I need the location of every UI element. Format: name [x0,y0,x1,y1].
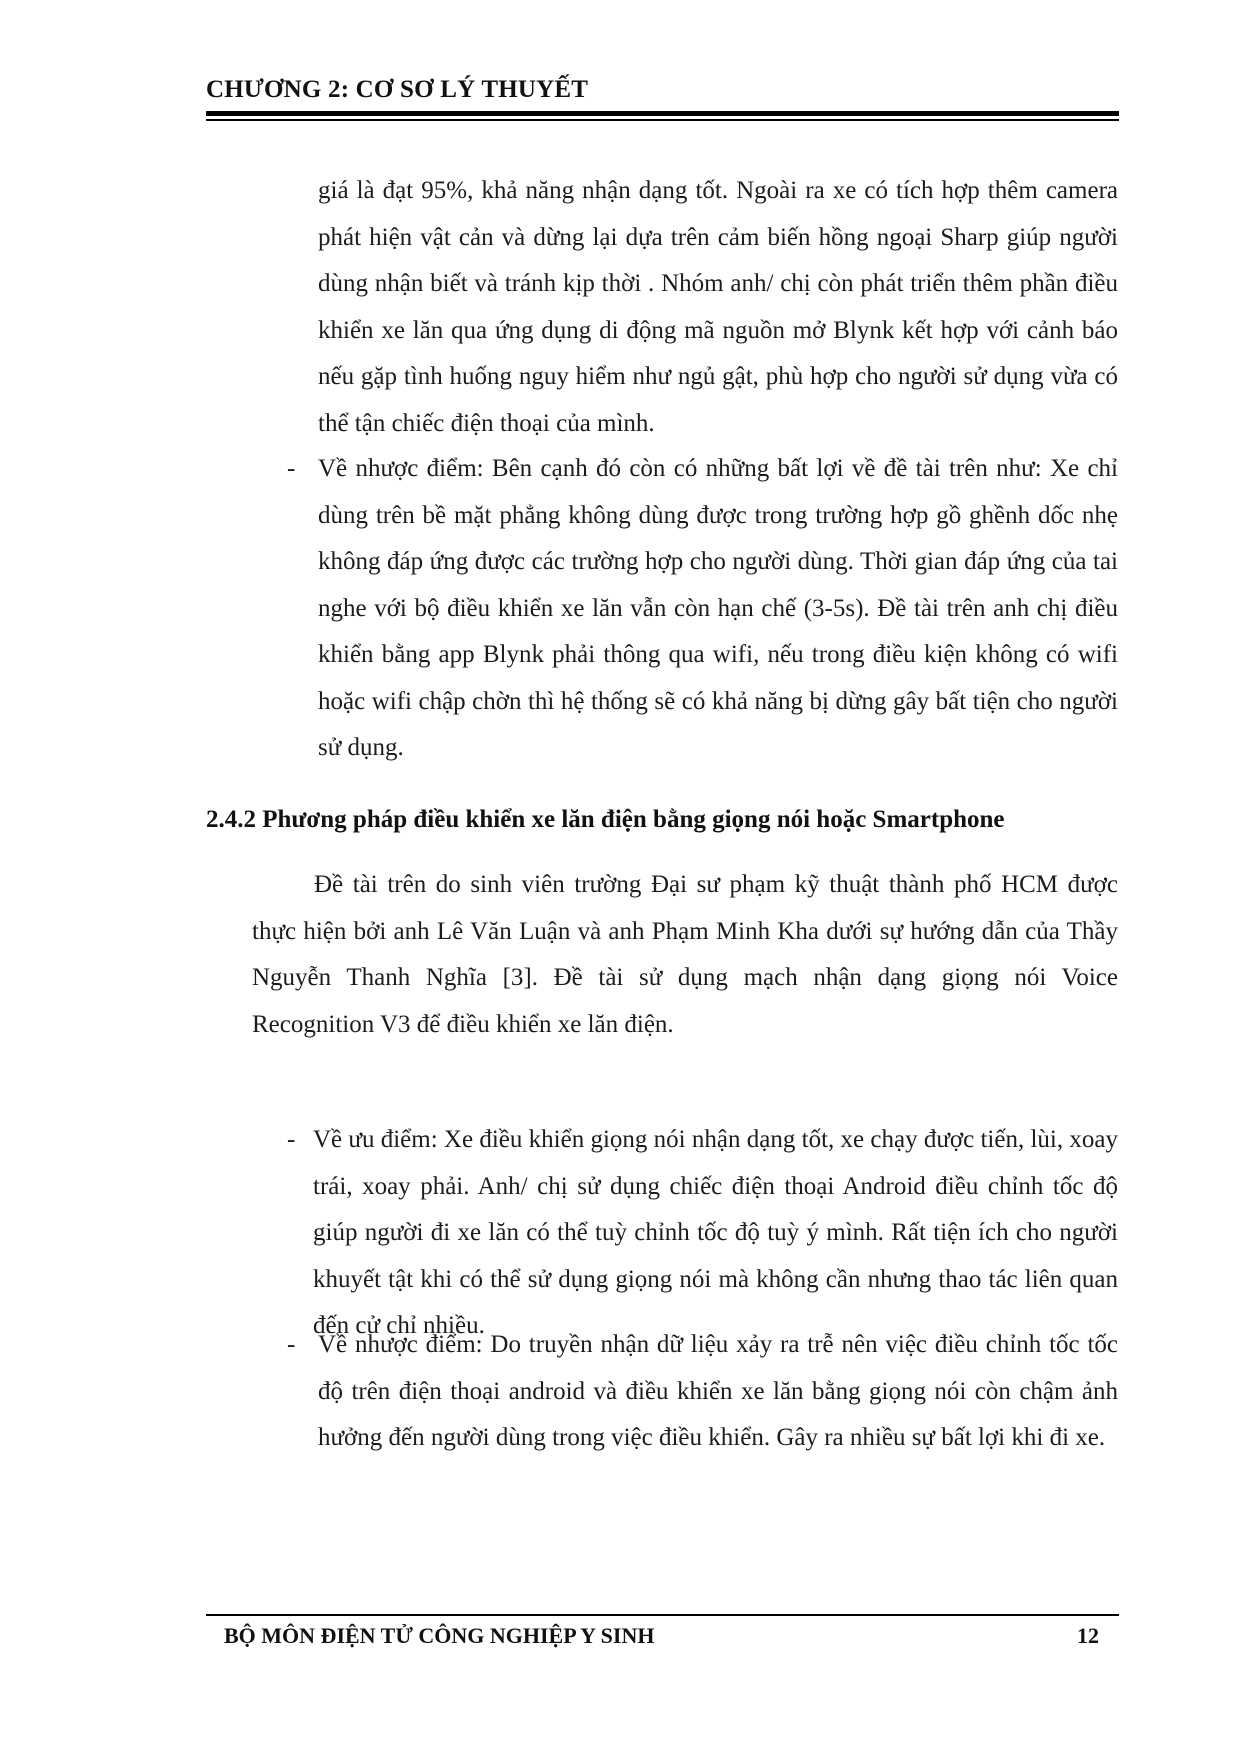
bullet-text: Về nhược điểm: Do truyền nhận dữ liệu xảy ra trễ nên việc điều chỉnh tốc tốc độ trên điện thoại android và điều khiển xe lăn bằng giọng nói còn chậm ảnh hưởng đến người dùng trong việc điều khiển. Gây ra nhiều sự bất lợi khi đi xe. [318,1331,1118,1451]
section-intro-paragraph: Đề tài trên do sinh viên trường Đại sư phạm kỹ thuật thành phố HCM được thực hiện bởi anh Lê Văn Luận và anh Phạm Minh Kha dưới sự hướng dẫn của Thầy Nguyễn Thanh Nghĩa [3]. Đề tài sử dụng mạch nhận dạng giọng nói Voice Recognition V3 để điều khiển xe lăn điện. [252,871,1118,1038]
page-number: 12 [1077,1623,1099,1648]
footer-rule [206,1614,1119,1616]
bullet-dash: - [287,455,296,482]
bullet-text: Về nhược điểm: Bên cạnh đó còn có những bất lợi về đề tài trên như: Xe chỉ dùng trên bề mặt phẳng không dùng được trong trường hợp gồ ghềnh dốc nhẹ không đáp ứng được các trường hợp cho người dùng. Thời gian đáp ứng của tai nghe với bộ điều khiển xe lăn vẫn còn hạn chế (3-5s). Đề tài trên anh chị điều khiển bằng app Blynk phải thông qua wifi, nếu trong điều kiện không có wifi hoặc wifi chập chờn thì hệ thống sẽ có khả năng bị dừng gây bất tiện cho người sử dụng. [318,455,1118,761]
chapter-title: CHƯƠNG 2: CƠ SƠ LÝ THUYẾT [206,76,589,103]
header-rule-thick [206,111,1119,116]
bullet-dash: - [287,1331,296,1358]
footer-department: BỘ MÔN ĐIỆN TỬ CÔNG NGHIỆP Y SINH [224,1623,655,1648]
bullet-text: Về ưu điểm: Xe điều khiển giọng nói nhận dạng tốt, xe chạy được tiến, lùi, xoay trái, xoay phải. Anh/ chị sử dụng chiếc điện thoại Android điều chỉnh tốc độ giúp người đi xe lăn có thể tuỳ chỉnh tốc độ tuỳ ý mình. Rất tiện ích cho người khuyết tật khi có thể sử dụng giọng nói mà không cần nhưng thao tác liên quan đến cử chỉ nhiều. [313,1126,1118,1339]
section-heading: 2.4.2 Phương pháp điều khiển xe lăn điện bằng giọng nói hoặc Smartphone [206,806,1005,833]
header-rule-thin [206,119,1119,121]
continuation-paragraph: giá là đạt 95%, khả năng nhận dạng tốt. Ngoài ra xe có tích hợp thêm camera phát hiện vật cản và dừng lại dựa trên cảm biến hồng ngoại Sharp giúp người dùng nhận biết và tránh kịp thời . Nhóm anh/ chị còn phát triển thêm phần điều khiển xe lăn qua ứng dụng di động mã nguồn mở Blynk kết hợp với cảnh báo nếu gặp tình huống nguy hiểm như ngủ gật, phù hợp cho người sử dụng vừa có thể tận chiếc điện thoại của mình. [318,177,1118,437]
bullet-dash: - [287,1126,296,1153]
